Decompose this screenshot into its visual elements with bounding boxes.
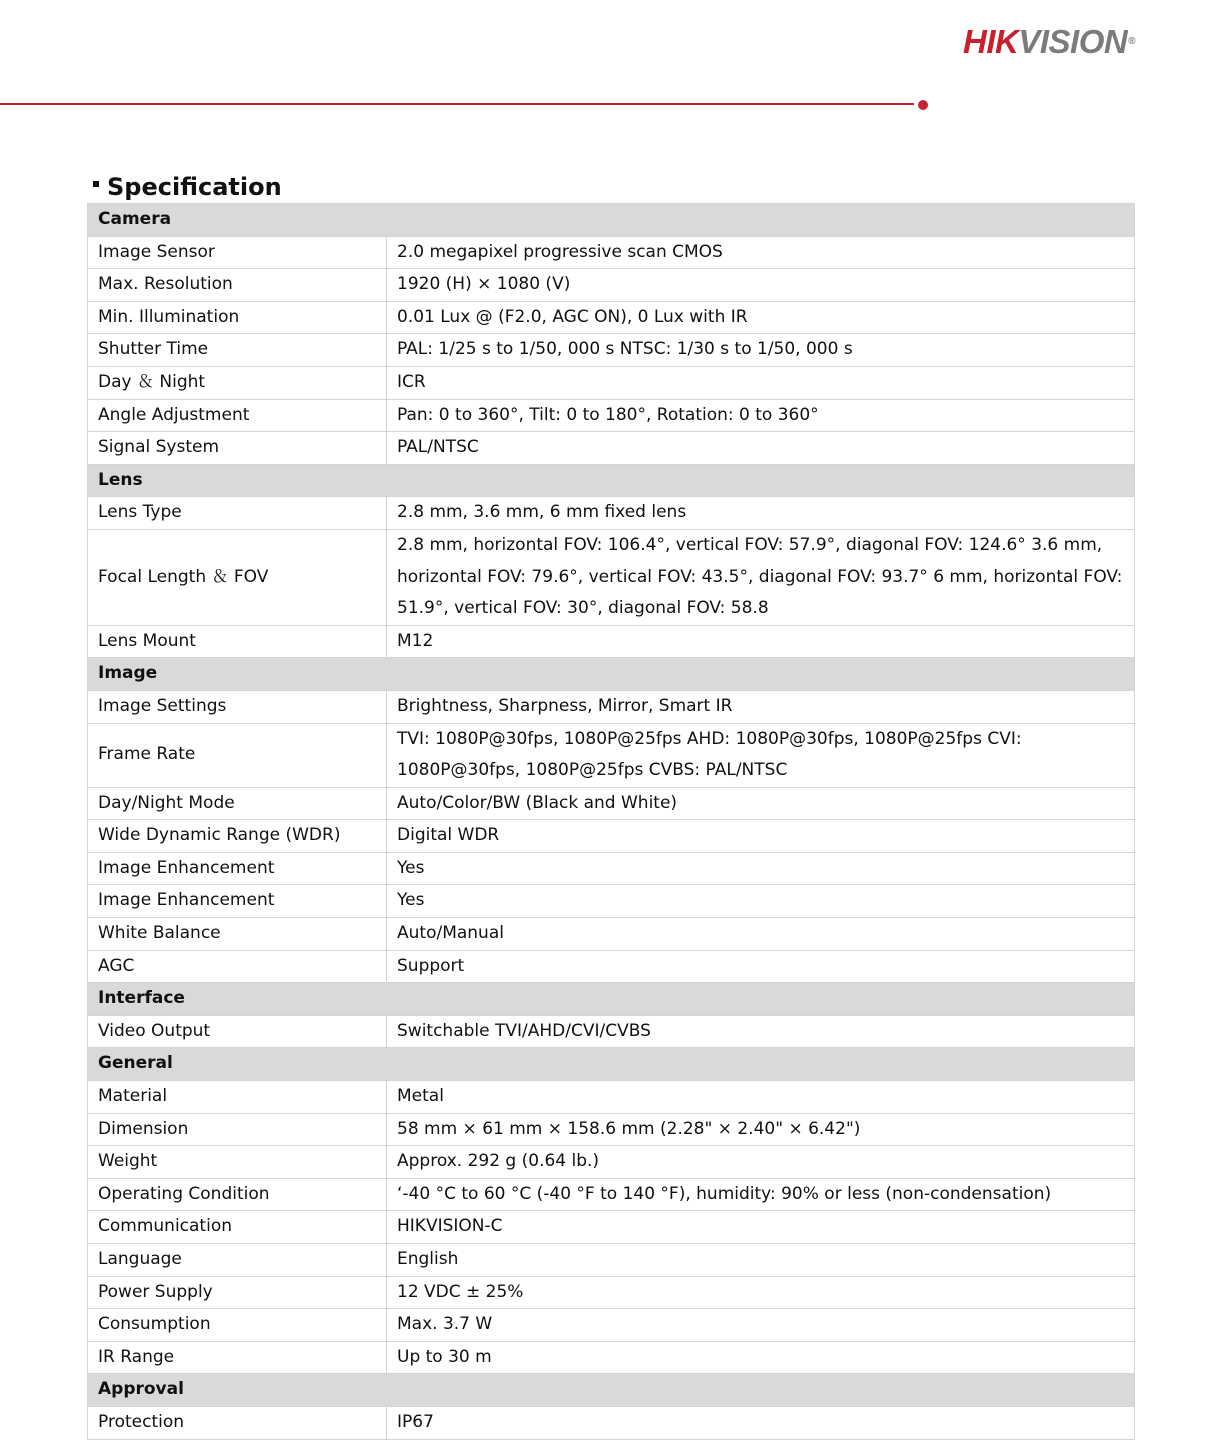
spec-row <box>88 301 1135 334</box>
spec-row <box>88 690 1135 723</box>
spec-row <box>88 1276 1135 1309</box>
group-heading: Image <box>88 658 1135 691</box>
spec-row <box>88 236 1135 269</box>
logo-registered-mark: ® <box>1128 36 1136 47</box>
spec-row <box>88 269 1135 302</box>
spec-label: Dimension <box>88 1113 387 1146</box>
spec-row <box>88 918 1135 951</box>
spec-value: ICR <box>387 366 1135 399</box>
spec-row <box>88 1341 1135 1374</box>
section-bullet <box>93 181 99 187</box>
header-rule-dot <box>918 100 928 110</box>
spec-label: Frame Rate <box>88 723 387 787</box>
spec-label: AGC <box>88 950 387 983</box>
group-row-general <box>88 1048 1135 1081</box>
spec-label: Operating Condition <box>88 1178 387 1211</box>
spec-row <box>88 820 1135 853</box>
spec-value: Auto/Manual <box>387 918 1135 951</box>
group-heading: Approval <box>88 1374 1135 1407</box>
spec-label: Min. Illumination <box>88 301 387 334</box>
group-row-interface <box>88 983 1135 1016</box>
spec-row <box>88 1309 1135 1342</box>
spec-row <box>88 399 1135 432</box>
spec-row <box>88 787 1135 820</box>
logo-hik: HIK <box>963 23 1019 60</box>
spec-label: Wide Dynamic Range (WDR) <box>88 820 387 853</box>
spec-label: Max. Resolution <box>88 269 387 302</box>
spec-value: Up to 30 m <box>387 1341 1135 1374</box>
spec-label: Video Output <box>88 1015 387 1048</box>
spec-value: TVI: 1080P@30fps, 1080P@25fps AHD: 1080P@30fps, 1080P@25fps CVI: 1080P@30fps, 1080P@25fps CVBS: PAL/NTSC <box>387 723 1135 787</box>
spec-label: Communication <box>88 1211 387 1244</box>
spec-value: Yes <box>387 885 1135 918</box>
logo-vision: VISION <box>1018 23 1128 60</box>
spec-row <box>88 625 1135 658</box>
header-rule <box>0 103 914 105</box>
spec-label: Image Enhancement <box>88 885 387 918</box>
group-row-image <box>88 658 1135 691</box>
spec-label: Consumption <box>88 1309 387 1342</box>
spec-label: Image Settings <box>88 690 387 723</box>
spec-value: 2.8 mm, 3.6 mm, 6 mm fixed lens <box>387 497 1135 530</box>
spec-label: Day ＆ Night <box>88 366 387 399</box>
spec-value: Brightness, Sharpness, Mirror, Smart IR <box>387 690 1135 723</box>
spec-label: Lens Mount <box>88 625 387 658</box>
spec-row <box>88 723 1135 787</box>
spec-row <box>88 1406 1135 1439</box>
specification-table-body <box>88 204 1135 1440</box>
spec-row <box>88 366 1135 399</box>
spec-row <box>88 334 1135 367</box>
spec-label: Image Sensor <box>88 236 387 269</box>
spec-label: Focal Length ＆ FOV <box>88 529 387 625</box>
spec-label: IR Range <box>88 1341 387 1374</box>
spec-label: Weight <box>88 1146 387 1179</box>
spec-label: Power Supply <box>88 1276 387 1309</box>
spec-label: Shutter Time <box>88 334 387 367</box>
spec-row <box>88 1211 1135 1244</box>
spec-value: ‘-40 °C to 60 °C (-40 °F to 140 °F), humidity: 90% or less (non-condensation) <box>387 1178 1135 1211</box>
spec-value: PAL/NTSC <box>387 432 1135 465</box>
spec-value: English <box>387 1244 1135 1277</box>
specification-table <box>87 203 1135 1440</box>
spec-label: White Balance <box>88 918 387 951</box>
spec-row <box>88 497 1135 530</box>
spec-value: 2.8 mm, horizontal FOV: 106.4°, vertical FOV: 57.9°, diagonal FOV: 124.6° 3.6 mm, horizontal FOV: 79.6°, vertical FOV: 43.5°, diagonal FOV: 93.7° 6 mm, horizontal FOV: 51.9°, vertical FOV: 30°, diagonal FOV: 58.8 <box>387 529 1135 625</box>
group-heading: Interface <box>88 983 1135 1016</box>
spec-value: Support <box>387 950 1135 983</box>
spec-label: Angle Adjustment <box>88 399 387 432</box>
spec-value: Pan: 0 to 360°, Tilt: 0 to 180°, Rotation: 0 to 360° <box>387 399 1135 432</box>
spec-value: M12 <box>387 625 1135 658</box>
spec-value: 2.0 megapixel progressive scan CMOS <box>387 236 1135 269</box>
spec-label: Lens Type <box>88 497 387 530</box>
spec-value: 1920 (H) × 1080 (V) <box>387 269 1135 302</box>
spec-value: Metal <box>387 1081 1135 1114</box>
spec-label: Protection <box>88 1406 387 1439</box>
group-row-camera <box>88 204 1135 237</box>
group-heading: Lens <box>88 464 1135 497</box>
group-heading: Camera <box>88 204 1135 237</box>
spec-value: 12 VDC ± 25% <box>387 1276 1135 1309</box>
spec-row <box>88 885 1135 918</box>
section-title-text: Specification <box>107 173 282 201</box>
spec-row <box>88 1015 1135 1048</box>
group-heading: General <box>88 1048 1135 1081</box>
spec-label: Day/Night Mode <box>88 787 387 820</box>
spec-row <box>88 1244 1135 1277</box>
spec-value: Yes <box>387 852 1135 885</box>
spec-row <box>88 1178 1135 1211</box>
group-row-lens <box>88 464 1135 497</box>
group-row-approval <box>88 1374 1135 1407</box>
spec-value: IP67 <box>387 1406 1135 1439</box>
spec-label: Signal System <box>88 432 387 465</box>
spec-row <box>88 852 1135 885</box>
spec-value: Switchable TVI/AHD/CVI/CVBS <box>387 1015 1135 1048</box>
spec-value: Auto/Color/BW (Black and White) <box>387 787 1135 820</box>
spec-label: Image Enhancement <box>88 852 387 885</box>
hikvision-logo <box>963 22 1135 62</box>
spec-label: Language <box>88 1244 387 1277</box>
spec-row <box>88 529 1135 625</box>
spec-row <box>88 1081 1135 1114</box>
spec-value: Approx. 292 g (0.64 lb.) <box>387 1146 1135 1179</box>
spec-row <box>88 432 1135 465</box>
spec-row <box>88 1146 1135 1179</box>
spec-value: Digital WDR <box>387 820 1135 853</box>
spec-value: PAL: 1/25 s to 1/50, 000 s NTSC: 1/30 s to 1/50, 000 s <box>387 334 1135 367</box>
spec-row <box>88 1113 1135 1146</box>
spec-label: Material <box>88 1081 387 1114</box>
spec-value: 0.01 Lux @ (F2.0, AGC ON), 0 Lux with IR <box>387 301 1135 334</box>
spec-value: HIKVISION-C <box>387 1211 1135 1244</box>
spec-value: 58 mm × 61 mm × 158.6 mm (2.28" × 2.40" × 6.42") <box>387 1113 1135 1146</box>
section-title <box>93 170 282 204</box>
spec-value: Max. 3.7 W <box>387 1309 1135 1342</box>
spec-row <box>88 950 1135 983</box>
